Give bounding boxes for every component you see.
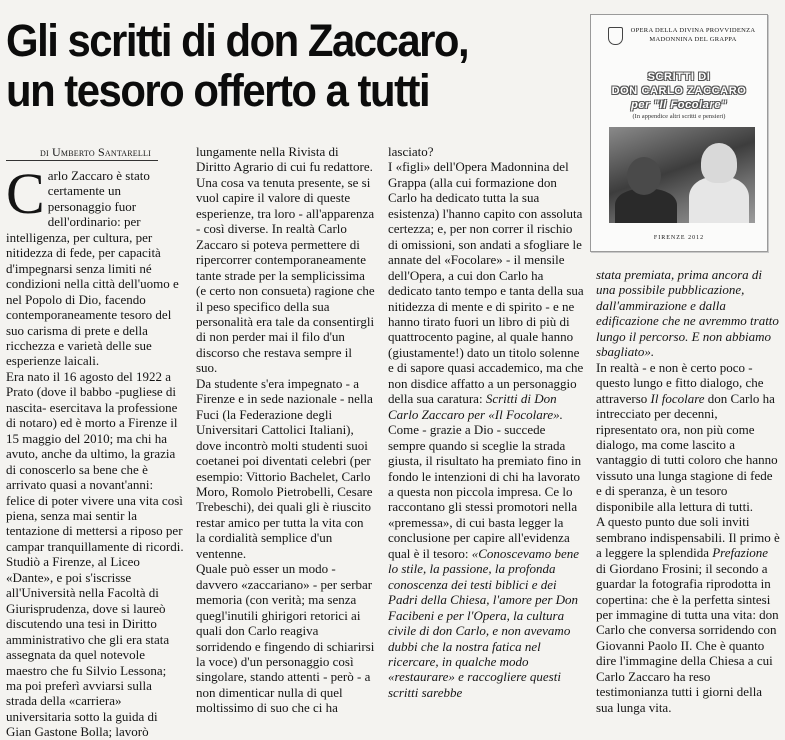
paragraph: Quale può esser un modo - davvero «zaccariano» - per serbar memoria (con verità; ma senza quegl'inutili ghirigori retorici ai quali don Carlo reagiva sorridendo e fingendo di schiarirsi la voce) d'un personaggio così singolare, stando attenti - però - a non dimenticar nulla di quel moltissimo di suo che ci ha [196,561,375,716]
paragraph: Da studente s'era impegnato - a Firenze e in sede nazionale - nella Fuci (la Federazione degli Universitari Cattolici Italiani), dove incontrò molti studenti suoi coetanei poi diventati celebri (per esempio: Vittorio Bachelet, Carlo Moro, Romolo Pietrobelli, Cesare Trebeschi), dei quali gli è riuscito restar amico per tutta la vita con la cordialità semplice d'un ventenne. [196,375,373,561]
paragraph-text: don Carlo ha intrecciato per decenni, ripresentato ora, non più come dialogo, ma come lascito a vantaggio di tutti coloro che hanno vissuto una lunga stagione di fede e di speranza, è un tesoro disponibile alla lettura di tutti. [596,390,778,514]
paragraph [596,267,780,360]
article-column-1 [6,161,184,740]
cover-title-line: SCRITTI DI [647,71,711,83]
paragraph-text: di Giordano Frosini; il secondo a guardar la fotografia riprodotta in copertina: che è la perfetta sintesi per immagine di tutta una vita: don Carlo che conversa sorridendo con Giovanni Paolo II. Che è quanto dire l'immagine della Chiesa a cui Carlo Zaccaro ha reso testimonianza tutti i giorni della sua lunga vita. [596,560,779,715]
figure-shape [627,157,661,195]
cover-title-line: per "Il Focolare" [631,99,727,111]
article-column-2 [196,144,376,716]
paragraph: lungamente nella Rivista di Diritto Agrario di cui fu redattore. Una cosa va tenuta presente, se si vuol capire il valore di queste esperienze, tra loro - all'apparenza - così diverse. In realtà Carlo Zaccaro si poteva permettere di ripercorrer contemporaneamente tante strade per la semplicissima (e certo non consueta) ragione che il peso specifico della sua personalità era tale da consentirgli di non perder mai il filo d'un discorso che restava sempre il suo. [196,144,375,376]
cover-year: FIRENZE 2012 [653,235,705,241]
publication-title: Il focolare [650,390,705,406]
cover-publisher-line: OPERA DELLA DIVINA PROVVIDENZA [630,27,756,34]
cover-publisher-line: MADONNINA DEL GRAPPA [649,36,737,43]
article-column-3 [388,144,584,700]
paragraph-text: In realtà - e non è certo poco - questo lungo e fitto dialogo, che attraverso [596,359,764,406]
article-column-4 [596,267,780,715]
paragraph-text: I «figli» dell'Opera Madonnina del Grappa (alla cui formazione don Carlo ha dedicato tutta la sua esistenza) l'hanno capito con assoluta certezza; e, per non correr il rischio di omissioni, son andati a sfogliare le annate del «Focolare» - il mensile dell'Opera, a cui don Carlo ha dedicato tanto tempo e tanta della sua nitidezza di mente e di spirito - e ne hanno tirato fuori un libro di più di quattrocento pagine, al quale hanno (giustamente!) dato un titolo solenne e di sapore quasi accademico, ma che non disdice affatto a un personaggio della sua caratura: [388,159,584,407]
paragraph-text: Come - grazie a Dio - succede sempre quando si sceglie la strada giusta, il risultato ha premiato fino in fondo le intenzioni di chi ha lavorato a questa non piccola impresa. Ce lo raccontano gli stessi promotori nella «premessa», di cui basta legger la conclusione per capire all'evidenza qual è il tesoro: [388,422,582,561]
book-title-text: Scritti di Don Carlo Zaccaro per «Il Focolare». [388,391,563,422]
drop-cap: C [6,161,45,226]
quotation-text: «Conoscevamo bene lo stile, la passione, la profonda conoscenza dei testi biblici e dei Padri della Chiesa, l'amore per Don Facibeni e per l'Opera, la cultura civile di don Carlo, e non avevamo dubbi che la nostra fatica nel ricercare, in qualche modo «restaurare» e raccogliere questi scritti sarebbe [388,545,579,700]
paragraph-text: A questo punto due soli inviti sembrano indispensabili. Il primo è a leggere la splendida [596,514,780,561]
paragraph [596,514,780,715]
paragraph: Studiò a Firenze, al Liceo «Dante», e poi s'iscrisse all'Università nella Facoltà di Giurisprudenza, dove si laureò discutendo una tesi in Diritto amministrativo che gli era stata assegnata da quel notevole maestro che fu Silvio Lessona; ma poi preferì avviarsi sulla strada della «carriera» universitaria sotto la guida di Gian Gastone Bolla; lavorò [6,554,170,740]
paragraph [596,360,780,515]
headline-line-1: Gli scritti di don Zaccaro, [6,15,469,66]
cover-title-line: DON CARLO ZACCARO [611,85,747,97]
book-cover-image [590,14,768,252]
paragraph [388,159,584,422]
cover-publisher [628,26,758,44]
figure-shape [701,143,737,183]
paragraph: lasciato? [388,144,434,159]
paragraph: Era nato il 16 agosto del 1922 a Prato (dove il babbo -pugliese di nascita- esercitava la professione di notaro) ed è morto a Firenze il 15 maggio del 2010; ma chi ha avuto, anche da ultimo, la grazia di conoscerlo sa bene che è arrivato quasi a novant'anni: felice di poter vivere una vita così piena, senza mai sentir la tentazione di mettersi a riposo per campar tranquillamente di ricordi. [6,368,184,554]
headline-line-2: un tesoro offerto a tutti [6,65,430,116]
publisher-crest-icon [608,27,623,45]
headline [6,16,541,116]
quotation-text: stata premiata, prima ancora di una possibile pubblicazione, dall'ammirazione e dalla edificazione che ne avremmo tratto lungo il percorso. E non abbiamo sbagliato». [596,267,779,360]
paragraph [388,422,584,700]
paragraph-text: arlo Zaccaro è stato certamente un personaggio fuor dell'ordinario: per intelligenza, per cultura, per nitidezza di fede, per capacità d'impegnarsi senza limiti né condizioni nella città dell'uomo e nel Popolo di Dio, facendo contemporaneamente tesoro del suo carisma di prete e della ricchezza e varietà delle sue esperienze laicali. [6,168,179,369]
paragraph [6,161,184,369]
figure-shape [689,177,749,223]
cover-photo [609,127,755,223]
byline: di Umberto Santarelli [40,145,151,159]
preface-title: Prefazione [712,545,769,561]
cover-subtitle: (In appendice altri scritti e pensieri) [632,113,726,120]
